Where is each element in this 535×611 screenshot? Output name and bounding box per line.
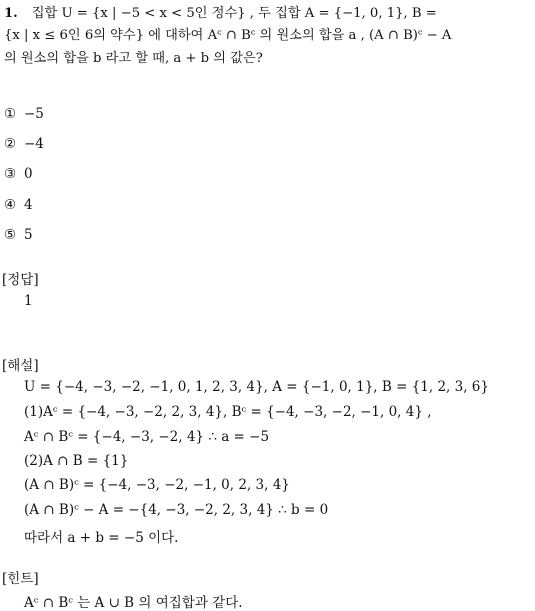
choice-text: 0 [24,166,33,182]
question-number: 1. [4,6,18,21]
choice-4[interactable] [4,197,33,213]
choice-marker: ④ [4,197,17,213]
explanation-line-4: (2)A ∩ B = {1} [24,453,129,469]
choice-marker: ① [4,106,17,122]
choice-text: −5 [24,106,44,122]
explanation-line-3: Aᶜ ∩ Bᶜ = {−4, −3, −2, 4} ∴ a = −5 [24,429,270,445]
explanation-label: [해설] [2,358,39,374]
hint-text: Aᶜ ∩ Bᶜ 는 A ∪ B 의 여집합과 같다. [24,595,243,611]
explanation-line-2: (1)Aᶜ = {−4, −3, −2, 2, 3, 4}, Bᶜ = {−4, −3, −2, −1, 0, 4} , [24,404,432,420]
explanation-line-6: (A ∩ B)ᶜ − A = −{4, −3, −2, 2, 3, 4} ∴ b = 0 [24,502,329,518]
question-line-1 [4,2,437,21]
choice-5[interactable] [4,227,33,243]
explanation-line-7: 따라서 a + b = −5 이다. [24,530,179,546]
choice-marker: ② [4,136,17,152]
choice-2[interactable] [4,136,44,152]
choice-1[interactable] [4,106,44,122]
question-line-2: {x | x ≤ 6인 6의 약수} 에 대하여 Aᶜ ∩ Bᶜ 의 원소의 합을 a , (A ∩ B)ᶜ − A [4,28,452,43]
choice-text: 4 [24,197,33,213]
choice-text: 5 [24,227,33,243]
choice-marker: ⑤ [4,227,17,243]
answer-label: [정답] [2,272,39,288]
choice-text: −4 [24,136,44,152]
hint-label: [힌트] [2,571,39,587]
explanation-line-5: (A ∩ B)ᶜ = {−4, −3, −2, −1, 0, 2, 3, 4} [24,477,290,493]
explanation-line-1: U = {−4, −3, −2, −1, 0, 1, 2, 3, 4}, A = {−1, 0, 1}, B = {1, 2, 3, 6} [24,379,489,395]
question-line-3: 의 원소의 합을 b 라고 할 때, a + b 의 값은? [4,51,263,66]
choice-marker: ③ [4,166,17,182]
choice-3[interactable] [4,166,33,182]
answer-value: 1 [24,293,33,309]
question-text-1: 집합 U = {x | −5 < x < 5인 정수} , 두 집합 A = {−1, 0, 1}, B = [31,6,437,21]
